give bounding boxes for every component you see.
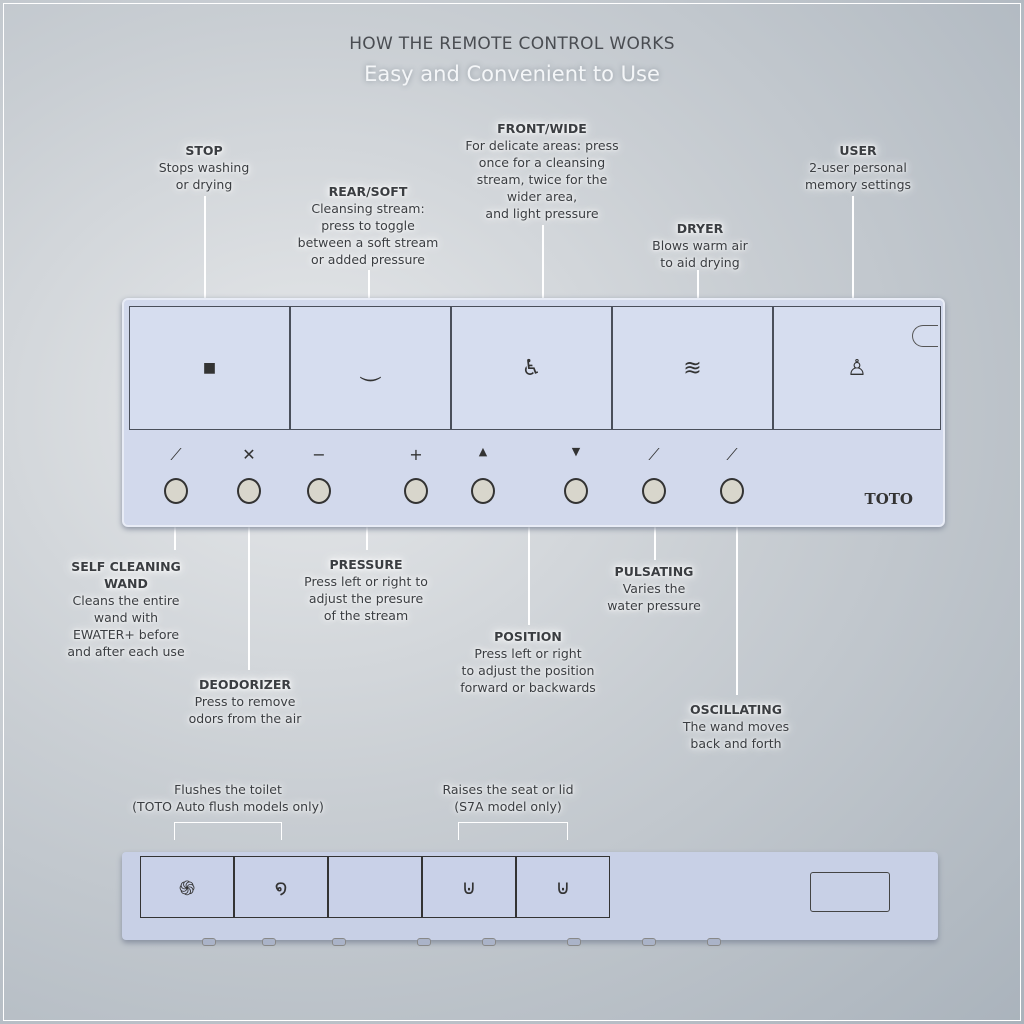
- leader-line-oscillating: [736, 500, 738, 695]
- self-clean-button[interactable]: [164, 478, 188, 504]
- sensor-window: [810, 872, 890, 912]
- callout-pressure: PRESSURE Press left or right to adjust the presure of the stream: [304, 557, 428, 623]
- brand-logo: TOTO: [864, 490, 913, 508]
- pulsating-icon: ⟋: [648, 445, 660, 464]
- user-icon: ♙: [847, 355, 867, 381]
- raise-seat-button[interactable]: [422, 856, 516, 918]
- bracket-raise: [458, 822, 568, 840]
- peg: [262, 938, 276, 946]
- deodorizer-button[interactable]: [237, 478, 261, 504]
- page-subtitle: Easy and Convenient to Use: [364, 62, 660, 86]
- full-flush-icon: ֍: [178, 875, 196, 900]
- peg: [707, 938, 721, 946]
- callout-position: POSITION Press left or right to adjust the position forward or backwards: [460, 629, 596, 695]
- user-button[interactable]: [773, 306, 941, 430]
- front-wide-button[interactable]: [451, 306, 612, 430]
- callout-front-wide: FRONT/WIDE For delicate areas: press once for a cleansing stream, twice for the wider area, and light pressure: [465, 121, 619, 221]
- deodorizer-icon: ✕: [242, 445, 256, 464]
- pressure-plus-button[interactable]: [404, 478, 428, 504]
- callout-stop: STOP Stops washing or drying: [158, 143, 250, 192]
- peg: [567, 938, 581, 946]
- stop-icon: ■: [202, 360, 217, 376]
- rear-soft-button[interactable]: [290, 306, 451, 430]
- seat-icon: ⊍: [461, 875, 477, 899]
- callout-self-cleaning: SELF CLEANING WAND Cleans the entire wand with EWATER+ before and after each use: [67, 559, 185, 659]
- peg: [202, 938, 216, 946]
- position-forward-button[interactable]: [471, 478, 495, 504]
- raise-lid-button[interactable]: [516, 856, 610, 918]
- dryer-icon: ≋: [683, 355, 702, 381]
- peg: [417, 938, 431, 946]
- position-backward-button[interactable]: [564, 478, 588, 504]
- front-wash-icon: ♿: [521, 355, 542, 381]
- peg: [332, 938, 346, 946]
- full-flush-button[interactable]: [140, 856, 234, 918]
- callout-pulsating: PULSATING Varies the water pressure: [607, 564, 701, 613]
- callout-flush: Flushes the toilet (TOTO Auto flush models only): [132, 782, 324, 814]
- remote-side-view: [122, 852, 938, 940]
- up-icon: ▲: [478, 445, 488, 458]
- rear-wash-icon: ⏝: [359, 355, 382, 381]
- peg: [642, 938, 656, 946]
- page-title: HOW THE REMOTE CONTROL WORKS: [349, 34, 675, 54]
- minus-icon: −: [312, 445, 326, 464]
- light-flush-button[interactable]: [234, 856, 328, 918]
- pressure-minus-button[interactable]: [307, 478, 331, 504]
- notch: [912, 325, 938, 347]
- oscillating-button[interactable]: [720, 478, 744, 504]
- oscillating-icon: ⟋: [726, 445, 738, 464]
- callout-rear-soft: REAR/SOFT Cleansing stream: press to toggle between a soft stream or added pressure: [297, 184, 439, 267]
- callout-dryer: DRYER Blows warm air to aid drying: [652, 221, 748, 270]
- bracket-flush: [174, 822, 282, 840]
- lid-icon: ⊍: [555, 875, 571, 899]
- callout-user: USER 2-user personal memory settings: [804, 143, 912, 192]
- light-flush-icon: ໑: [274, 875, 288, 899]
- dryer-button[interactable]: [612, 306, 773, 430]
- blank-button[interactable]: [328, 856, 422, 918]
- pulsating-button[interactable]: [642, 478, 666, 504]
- stop-button[interactable]: [129, 306, 290, 430]
- callout-raise-seat: Raises the seat or lid (S7A model only): [442, 782, 574, 814]
- remote-control: [122, 298, 945, 527]
- peg: [482, 938, 496, 946]
- callout-oscillating: OSCILLATING The wand moves back and forth: [682, 702, 790, 751]
- plus-icon: +: [409, 445, 423, 464]
- self-clean-icon: ⟋: [170, 445, 182, 464]
- callout-deodorizer: DEODORIZER Press to remove odors from the air: [188, 677, 302, 726]
- down-icon: ▼: [571, 445, 581, 458]
